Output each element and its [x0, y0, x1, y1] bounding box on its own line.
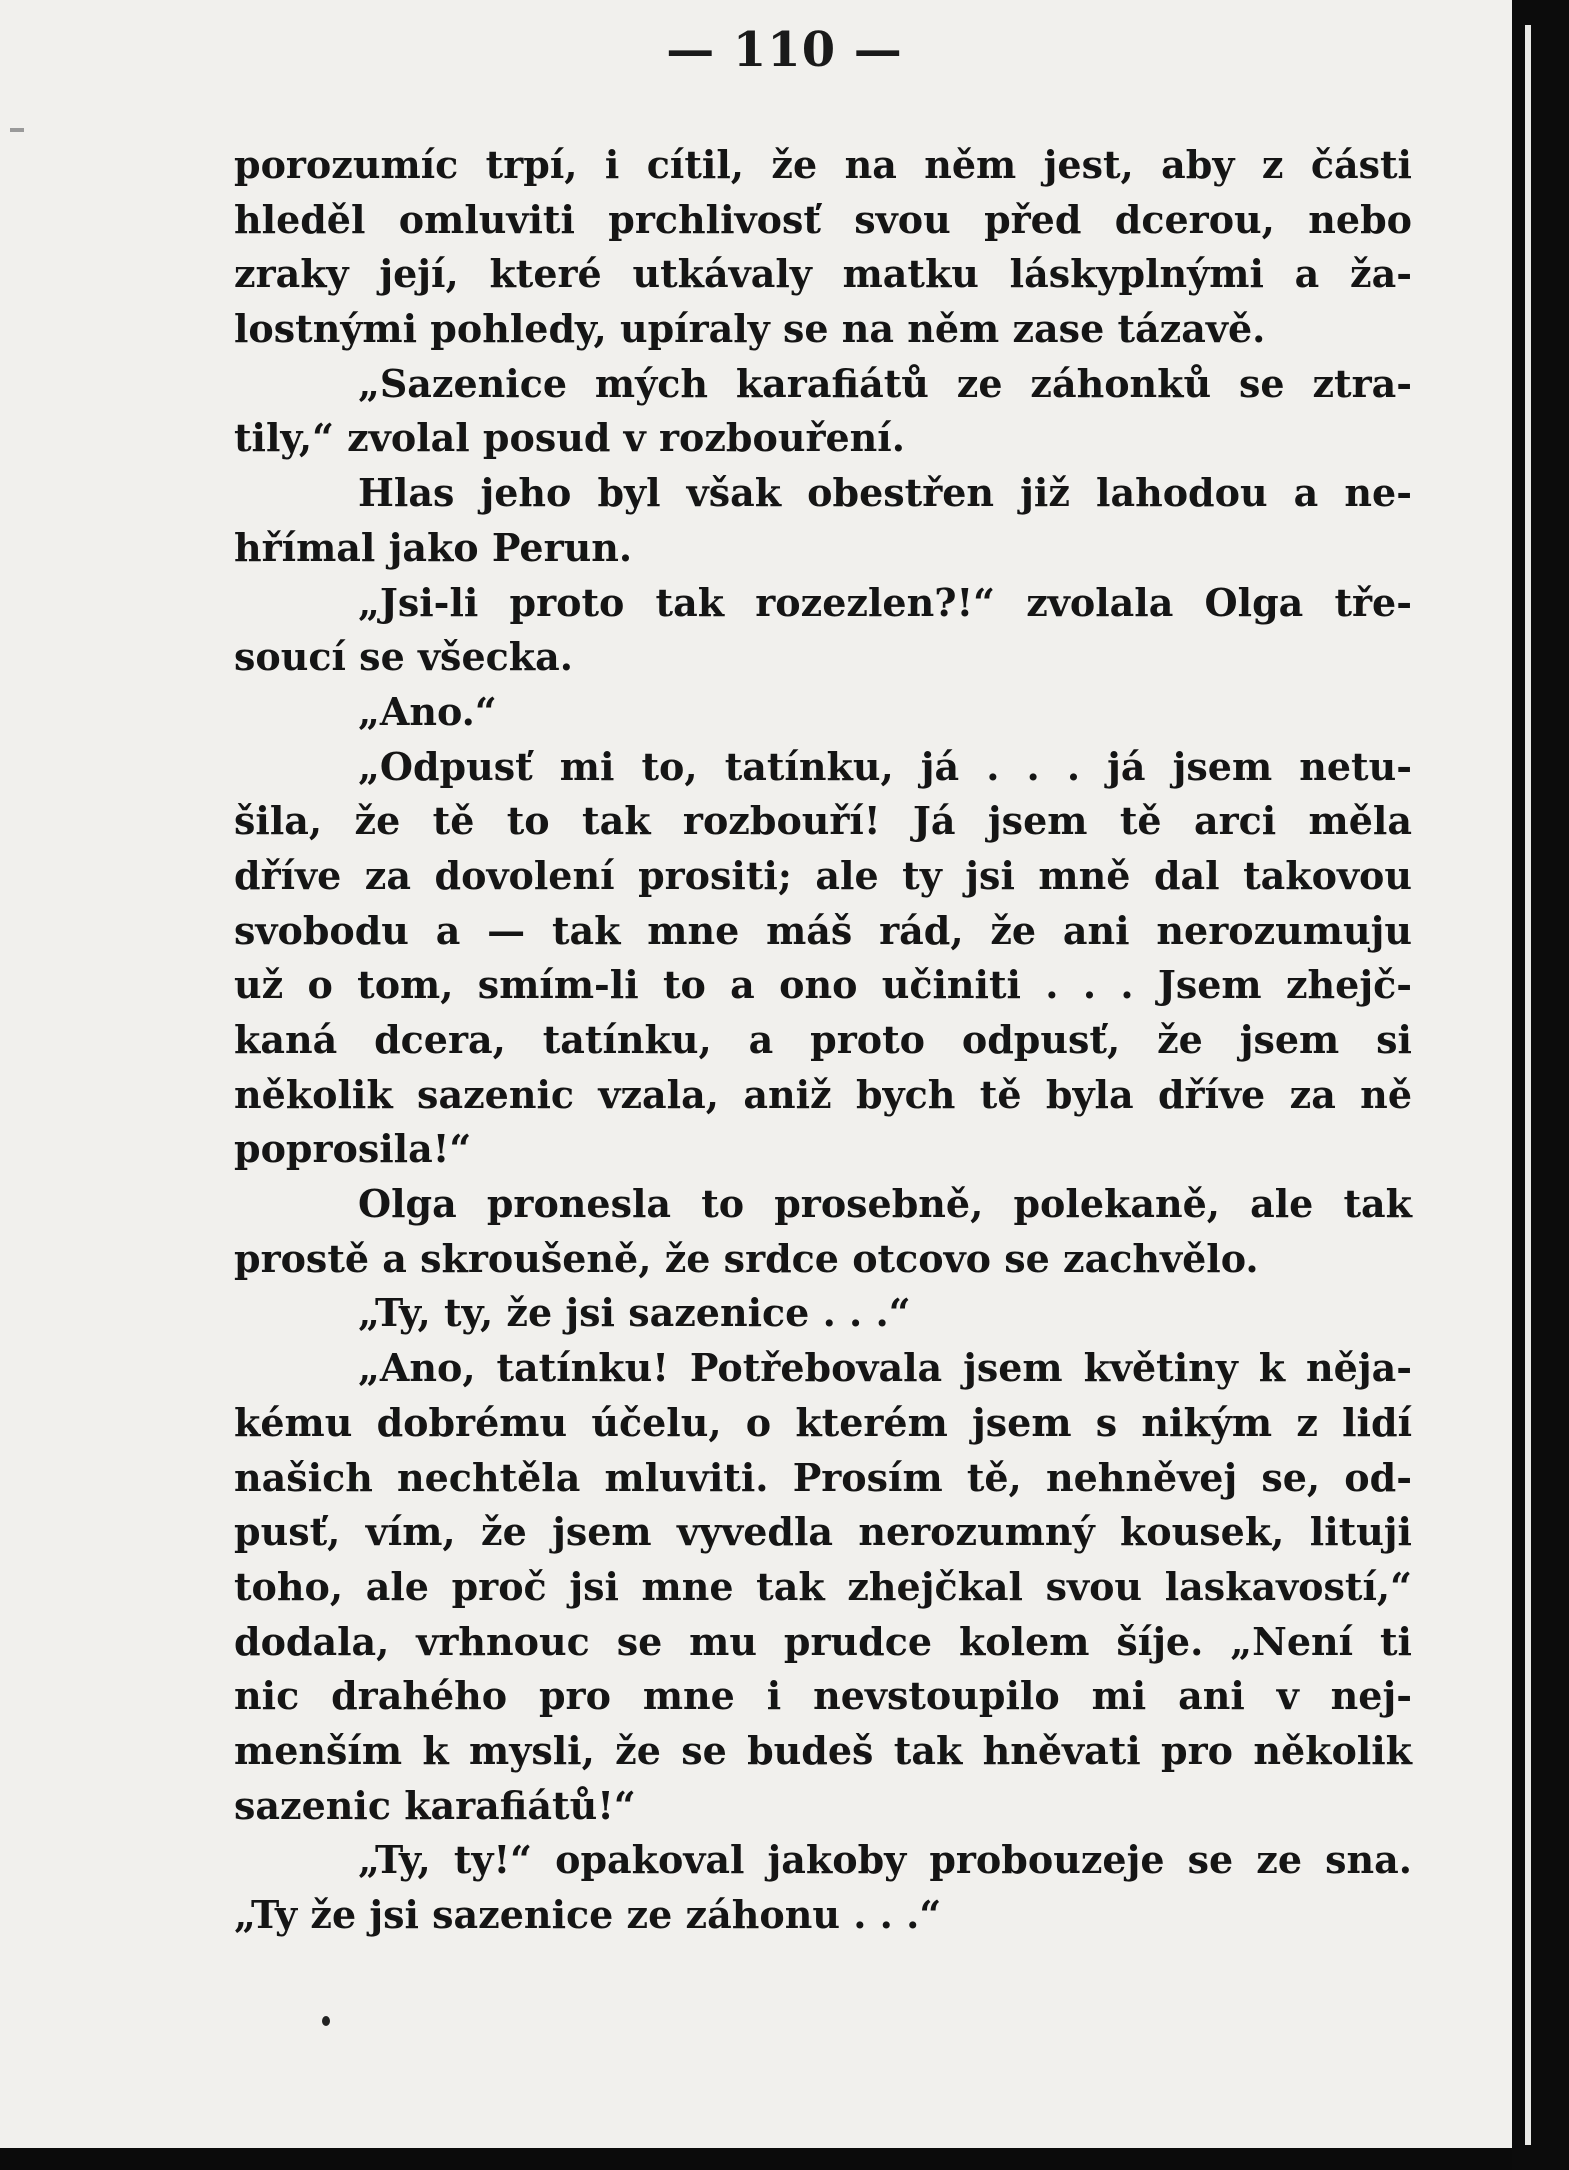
text-line: kému dobrému účelu, o kterém jsem s nikým z lidí [234, 1399, 1412, 1445]
text-line: kaná dcera, tatínku, a proto odpusť, že jsem si [234, 1017, 1412, 1062]
adjacent-page-edge [1525, 25, 1531, 2145]
scan-border [1512, 0, 1569, 2170]
text-line: „Sazenice mých karafiátů ze záhonků se ztra- [358, 360, 1412, 406]
text-line: dodala, vrhnouc se mu prudce kolem šíje. „Není ti [234, 1618, 1412, 1664]
text-line: Hlas jeho byl však obestřen již lahodou a ne- [358, 470, 1412, 516]
text-line: prostě a skroušeně, že srdce otcovo se zachvělo. [234, 1235, 1259, 1281]
text-line: šila, že tě to tak rozbouří! Já jsem tě arci měla [234, 798, 1412, 844]
text-line: několik sazenic vzala, aniž bych tě byla dříve za ně [234, 1071, 1412, 1117]
text-line: soucí se všecka. [234, 634, 573, 680]
text-line: „Ano, tatínku! Potřebovala jsem květiny k něja- [358, 1345, 1412, 1391]
text-line: zraky její, které utkávaly matku láskyplnými a ža- [234, 251, 1412, 297]
text-line: hleděl omluviti prchlivosť svou před dcerou, nebo [234, 196, 1412, 242]
text-line: hřímal jako Perun. [234, 524, 633, 570]
text-line: „Odpusť mi to, tatínku, já . . . já jsem netu- [358, 743, 1412, 789]
text-line: pusť, vím, že jsem vyvedla nerozumný kousek, lituji [234, 1509, 1412, 1555]
text-line: už o tom, smím-li to a ono učiniti . . . Jsem zhejč- [234, 962, 1412, 1008]
body-text [234, 138, 1412, 1943]
text-line: nic drahého pro mne i nevstoupilo mi ani v nej- [234, 1673, 1412, 1719]
text-line: „Ano.“ [358, 688, 497, 734]
text-line: „Jsi-li proto tak rozezlen?!“ zvolala Olga tře- [358, 579, 1412, 625]
text-line: „Ty, ty, že jsi sazenice . . .“ [358, 1290, 911, 1336]
text-line: lostnými pohledy, upíraly se na něm zase tázavě. [234, 306, 1266, 352]
text-line: svobodu a — tak mne máš rád, že ani nerozumuju [234, 907, 1412, 953]
text-line: poprosila!“ [234, 1126, 472, 1172]
ink-speck [322, 2016, 330, 2026]
text-line: porozumíc trpí, i cítil, že na něm jest, aby z části [234, 142, 1412, 187]
text-line: menším k mysli, že se budeš tak hněvati pro několik [234, 1727, 1412, 1773]
text-line: Olga pronesla to prosebně, polekaně, ale tak [358, 1181, 1412, 1227]
text-line: tily,“ zvolal posud v rozbouření. [234, 415, 905, 461]
text-line: „Ty, ty!“ opakoval jakoby probouzeje se ze sna. [358, 1837, 1412, 1883]
page-number: — 110 — [666, 22, 903, 78]
text-line: dříve za dovolení prositi; ale ty jsi mně dal takovou [234, 852, 1412, 898]
text-line: sazenic karafiátů!“ [234, 1782, 636, 1828]
margin-mark [10, 128, 24, 132]
text-line: „Ty že jsi sazenice ze záhonu . . .“ [234, 1892, 942, 1937]
text-line: toho, ale proč jsi mne tak zhejčkal svou laskavostí,“ [234, 1563, 1412, 1609]
text-line: našich nechtěla mluviti. Prosím tě, nehněvej se, od- [234, 1454, 1412, 1500]
